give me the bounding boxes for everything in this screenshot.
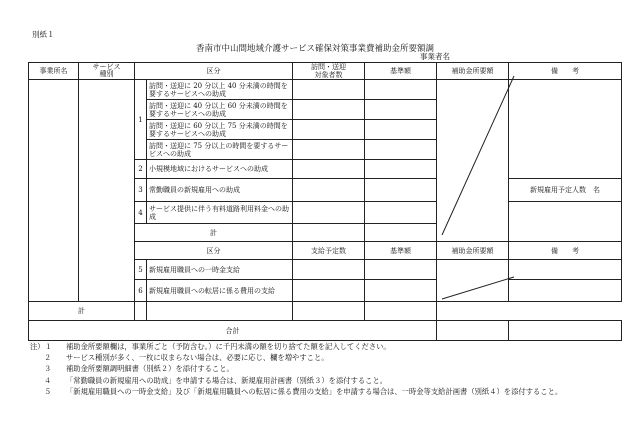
required-merged-2[interactable]	[437, 260, 509, 302]
row-2-standard[interactable]	[365, 160, 437, 179]
row-1c-label: 訪問・送迎に 60 分以上 75 分未満の時間を要するサービスへの助成	[147, 120, 293, 140]
row-1d-visits[interactable]	[293, 140, 365, 160]
grant-table	[28, 62, 622, 341]
row-num-5: 5	[135, 260, 147, 280]
row-3-remarks[interactable]: 新規雇用予定人数 名	[509, 179, 622, 202]
header-required: 補助金所要額	[437, 63, 509, 80]
row-6-label: 新規雇用職員への転居に係る費用の支給	[147, 280, 293, 302]
note-4-text: 「常勤職員の新規雇用への助成」を申請する場合は、新規雇用計画書（別紙３）を添付すること。	[66, 375, 388, 385]
row-2-label: 小規模地域におけるサービスへの助成	[147, 160, 293, 179]
row-1b-visits[interactable]	[293, 100, 365, 120]
row-6-planned[interactable]	[293, 280, 365, 302]
subtotal-1-label: 計	[135, 224, 293, 242]
row-num-1: 1	[135, 80, 147, 160]
note-2-num: ２	[44, 353, 52, 363]
row-1d-standard[interactable]	[365, 140, 437, 160]
note-1	[30, 341, 620, 352]
row-1b-standard[interactable]	[365, 100, 437, 120]
header-standard-2: 基準額	[365, 242, 437, 260]
subtotal-2-standard[interactable]	[147, 302, 293, 321]
row-2-visits[interactable]	[293, 160, 365, 179]
row-4-label: サービス提供に伴う有料道路利用料金への助成	[147, 202, 293, 224]
header-required-2: 補助金所要額	[437, 242, 509, 260]
row-1a-standard[interactable]	[365, 80, 437, 100]
total-label: 合計	[29, 321, 437, 341]
subtotal-2-planned[interactable]	[135, 302, 147, 321]
row-1d-label: 訪問・送迎に 75 分以上の時間を要するサービスへの助成	[147, 140, 293, 160]
row-1b-label: 訪問・送迎に 40 分以上 60 分未満の時間を要するサービスへの助成	[147, 100, 293, 120]
row-4-visits[interactable]	[293, 202, 365, 224]
note-3	[30, 363, 620, 374]
page-title: 香南市中山間地域介護サービス確保対策事業費補助金所要額調	[195, 44, 434, 54]
note-4	[30, 375, 620, 386]
office-name-label: 事業者名	[420, 52, 450, 61]
header-remarks-2: 備 考	[509, 242, 622, 260]
note-5-text: 「新規雇用職員への一時金支給」及び「新規雇用職員への転居に係る費用の支給」を申請する場合は、一時金等支給計画書（別紙４）を添付すること。	[66, 386, 563, 396]
subtotal-1-standard[interactable]	[365, 224, 437, 242]
note-1-text: 補助金所要額欄は，事業所ごと（予防含む。）に千円未満の額を切り捨てた額を記入してください。	[66, 342, 391, 351]
subtotal-2-label: 計	[29, 302, 135, 321]
row-num-3: 3	[135, 179, 147, 202]
required-merged-1[interactable]	[437, 80, 509, 242]
row-6-remarks[interactable]	[509, 280, 622, 302]
row-3-label: 常勤職員の新規雇用への助成	[147, 179, 293, 202]
note-prefix: 注）１	[30, 342, 52, 351]
header-visit-count	[293, 63, 365, 80]
row-1c-standard[interactable]	[365, 120, 437, 140]
note-5	[30, 386, 620, 397]
note-2	[30, 352, 620, 363]
cell-office-name[interactable]	[29, 80, 79, 302]
subtotal-1-visits[interactable]	[293, 224, 365, 242]
row-num-2: 2	[135, 160, 147, 179]
notes	[30, 341, 620, 397]
note-3-text: 補助金所要額調明細書（別紙２）を添付すること。	[66, 364, 234, 374]
header-standard: 基準額	[365, 63, 437, 80]
row-4-standard[interactable]	[365, 202, 437, 224]
subtotal-2-required[interactable]	[293, 302, 365, 321]
row-1c-visits[interactable]	[293, 120, 365, 140]
note-4-num: ４	[44, 375, 52, 385]
header-remarks: 備 考	[509, 63, 622, 80]
note-2-text: サービス種別が多く、一枚に収まらない場合は、必要に応じ、欄を増やすこと。	[66, 353, 329, 363]
header-visit-line1: 訪問・送迎	[311, 63, 346, 71]
row-5-planned[interactable]	[293, 260, 365, 280]
remarks-merged-2[interactable]	[509, 202, 622, 242]
row-num-4: 4	[135, 202, 147, 224]
subtotal-2-remarks[interactable]	[365, 302, 437, 321]
header-division-2: 区分	[135, 242, 293, 260]
header-office-name: 事業所名	[29, 63, 79, 80]
attachment-label: 別紙１	[32, 30, 55, 39]
row-1a-visits[interactable]	[293, 80, 365, 100]
total-required[interactable]	[437, 321, 509, 341]
row-5-label: 新規雇用職員への一時金支給	[147, 260, 293, 280]
row-6-standard[interactable]	[365, 280, 437, 302]
row-3-standard[interactable]	[365, 179, 437, 202]
header-division: 区分	[135, 63, 293, 80]
note-5-num: ５	[44, 386, 52, 396]
header-service-type: サービス 種別	[79, 63, 135, 80]
row-5-standard[interactable]	[365, 260, 437, 280]
row-3-visits[interactable]	[293, 179, 365, 202]
remarks-merged-1[interactable]	[509, 80, 622, 179]
row-1a-label: 訪問・送迎に 20 分以上 40 分未満の時間を要するサービスへの助成	[147, 80, 293, 100]
cell-service-type[interactable]	[79, 80, 135, 302]
header-planned-count: 支給予定数	[293, 242, 365, 260]
total-remarks[interactable]	[509, 321, 622, 341]
row-5-remarks[interactable]	[509, 260, 622, 280]
header-visit-line2: 対象者数	[314, 71, 343, 79]
note-3-num: ３	[44, 364, 52, 374]
row-num-6: 6	[135, 280, 147, 302]
